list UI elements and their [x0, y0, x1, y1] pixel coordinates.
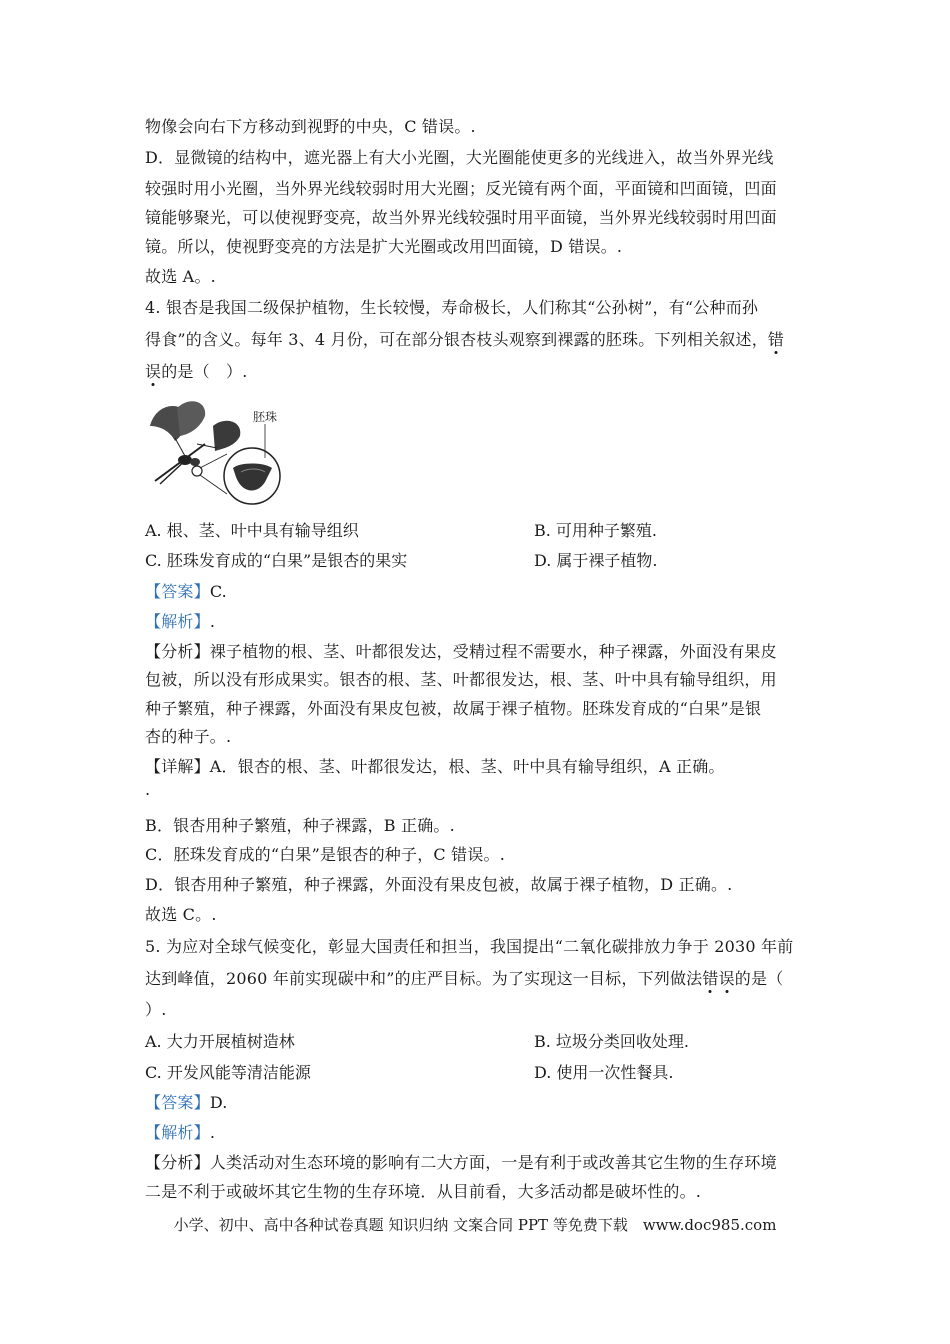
- question-5-stem: [145, 969, 783, 989]
- page-footer: 小学、初中、高中各种试卷真题 知识归纳 文案合同 PPT 等免费下载 www.doc985.com: [173, 1216, 777, 1234]
- text-line: 二是不利于或破坏其它生物的生存环境．从目前看，大多活动都是破坏性的。.: [145, 1182, 702, 1201]
- text-line: 较强时用小光圈，当外界光线较弱时用大光圈；反光镜有两个面，平面镜和凹面镜，凹面: [145, 179, 777, 198]
- question-5-stem: 5. 为应对全球气候变化，彰显大国责任和担当，我国提出“二氧化碳排放力争于 2030 年前: [145, 937, 794, 956]
- analysis-tag: 【解析】: [145, 612, 210, 631]
- question-5-stem: ）.: [145, 1000, 167, 1019]
- answer-line: [145, 1093, 228, 1113]
- option-c: C. 胚珠发育成的“白果”是银杏的果实: [145, 551, 408, 570]
- text-line: 故选 C。.: [145, 905, 217, 924]
- ginkgo-figure: [145, 396, 290, 508]
- analysis-value: .: [209, 1123, 216, 1142]
- text-line: D．银杏用种子繁殖，种子裸露，外面没有果皮包被，故属于裸子植物，D 正确。.: [145, 875, 733, 894]
- answer-line: [145, 582, 227, 602]
- stem-text: 的是（ ）.: [161, 362, 248, 381]
- option-d: D. 属于裸子植物.: [534, 551, 658, 570]
- option-d: D. 使用一次性餐具.: [534, 1063, 674, 1082]
- text-line: C．胚珠发育成的“白果”是银杏的种子，C 错误。.: [145, 845, 506, 864]
- stem-text: 得食”的含义。每年 3、4 月份，可在部分银杏枝头观察到裸露的胚珠。下列相关叙述，: [145, 330, 768, 349]
- option-a: A. 大力开展植树造林: [145, 1032, 295, 1051]
- emphasis-char: 错: [767, 330, 785, 349]
- text-line: 杏的种子。.: [145, 727, 232, 746]
- text-line: 【分析】裸子植物的根、茎、叶都很发达，受精过程不需要水，种子裸露，外面没有果皮: [145, 642, 777, 661]
- text-line: 物像会向右下方移动到视野的中央，C 错误。.: [145, 117, 476, 136]
- analysis-tag: 【解析】: [145, 1123, 210, 1142]
- text-line: .: [145, 780, 151, 799]
- option-c: C. 开发风能等清洁能源: [145, 1063, 311, 1082]
- text-line: 包被，所以没有形成果实。银杏的根、茎、叶都很发达，根、茎、叶中具有输导组织，用: [145, 670, 777, 689]
- answer-tag: 【答案】: [145, 1093, 210, 1112]
- text-line: 镜能够聚光，可以使视野变亮，故当外界光线较强时用平面镜，当外界光线较弱时用凹面: [145, 208, 777, 227]
- answer-value: D.: [209, 1093, 228, 1112]
- question-4-stem: 4. 银杏是我国二级保护植物，生长较慢，寿命极长，人们称其“公孙树”，有“公种而孙: [145, 298, 759, 317]
- emphasis-char: 误: [718, 969, 735, 988]
- text-line: 【详解】A．银杏的根、茎、叶都很发达，根、茎、叶中具有输导组织，A 正确。: [145, 757, 725, 776]
- text-line: B．银杏用种子繁殖，种子裸露，B 正确。.: [145, 816, 455, 835]
- answer-tag: 【答案】: [145, 582, 210, 601]
- emphasis-char: 误: [145, 362, 162, 381]
- option-b: B. 垃圾分类回收处理.: [534, 1032, 690, 1051]
- text-line: 镜。所以，使视野变亮的方法是扩大光圈或改用凹面镜，D 错误。.: [145, 237, 623, 256]
- question-4-stem: [145, 330, 784, 350]
- text-line: D．显微镜的结构中，遮光器上有大小光圈，大光圈能使更多的光线进入，故当外界光线: [145, 148, 774, 167]
- stem-text: 的是（: [734, 969, 784, 988]
- text-line: 【分析】人类活动对生态环境的影响有二大方面，一是有利于或改善其它生物的生存环境: [145, 1153, 777, 1172]
- analysis-line: [145, 1123, 215, 1143]
- option-a: A. 根、茎、叶中具有输导组织: [145, 521, 359, 540]
- answer-value: C.: [209, 582, 227, 601]
- question-4-stem: [145, 362, 248, 382]
- analysis-value: .: [209, 612, 216, 631]
- analysis-line: [145, 612, 215, 632]
- ginkgo-branch-illustration: [145, 396, 290, 508]
- option-b: B. 可用种子繁殖.: [534, 521, 658, 540]
- text-line: 故选 A。.: [145, 267, 216, 286]
- stem-text: 达到峰值，2060 年前实现碳中和”的庄严目标。为了实现这一目标，下列做法: [145, 969, 703, 988]
- emphasis-char: 错: [702, 969, 719, 988]
- text-line: 种子繁殖，种子裸露，外面没有果皮包被，故属于裸子植物。胚珠发育成的“白果”是银: [145, 699, 762, 718]
- ovule-label: 胚珠: [253, 410, 278, 424]
